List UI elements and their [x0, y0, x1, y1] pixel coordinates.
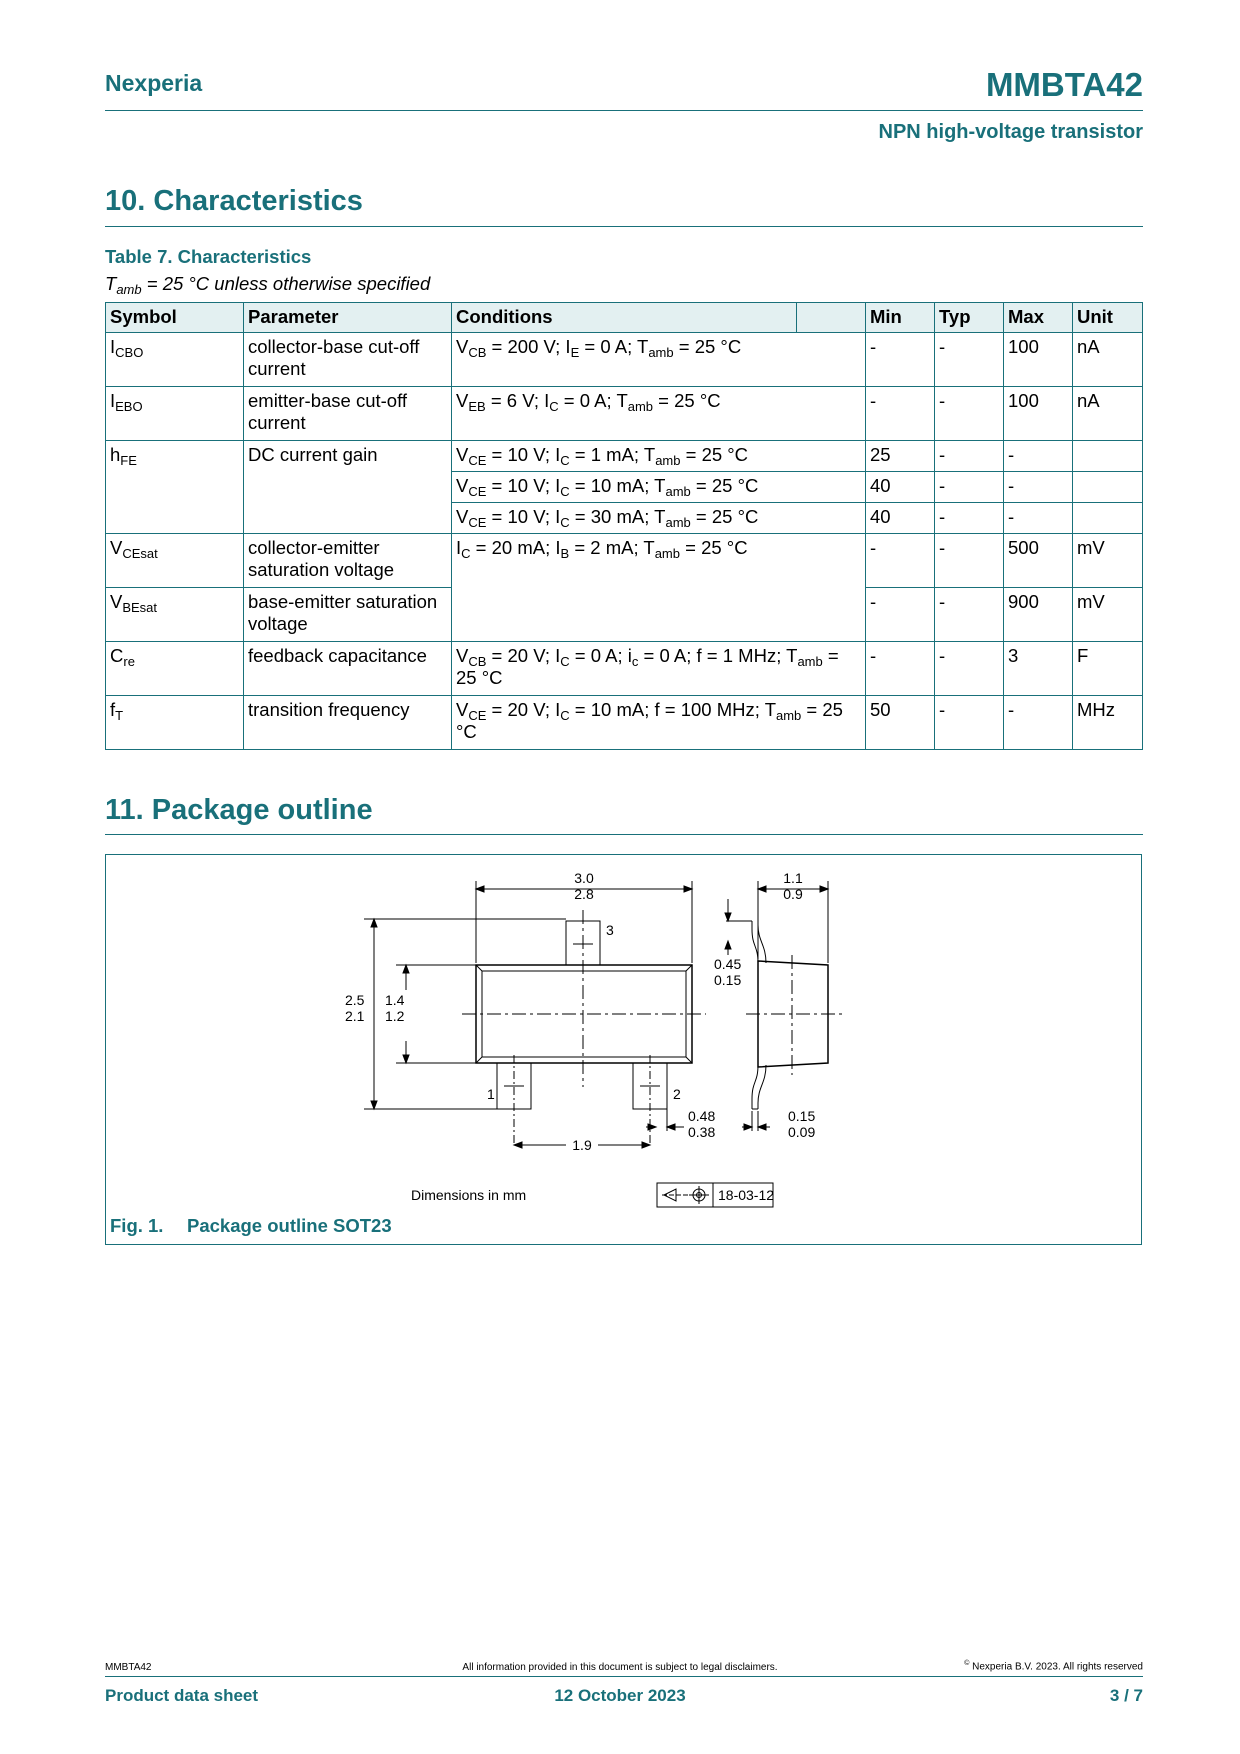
dim-height-min: 0.9 [783, 886, 803, 902]
figure-title: Package outline SOT23 [187, 1215, 392, 1236]
dim-total-width-min: 2.1 [345, 1008, 365, 1024]
package-body-outline [476, 965, 692, 1063]
unit-cell: mV [1073, 588, 1143, 642]
table-row [106, 387, 1143, 441]
parameter-cell: collector-base cut-off current [244, 333, 452, 387]
max-cell: 100 [1004, 387, 1073, 441]
table-row [106, 441, 1143, 472]
symbol-cell: $h_{FE}$ [106, 441, 244, 534]
pin-label-1: 1 [487, 1086, 495, 1102]
characteristics-table [105, 302, 1143, 750]
dim-standoff-max: 0.45 [714, 956, 742, 972]
typ-cell: - [935, 588, 1004, 642]
min-cell: - [866, 387, 935, 441]
symbol-cell: $C_{re}$ [106, 642, 244, 696]
conditions-cell: $V_{EB} = 6$ V; $I_C = 0$ A; $T_{amb} = 25$ °C [452, 387, 866, 441]
parameter-cell: emitter-base cut-off current [244, 387, 452, 441]
conditions-cell: $V_{CE} = 20$ V; $I_C = 10$ mA; f = 100 MHz; $T_{amb} = 25$ °C [452, 696, 866, 750]
max-cell: - [1004, 441, 1073, 472]
parameter-cell: feedback capacitance [244, 642, 452, 696]
dim-height-max: 1.1 [783, 870, 803, 886]
company-name: Nexperia [105, 70, 203, 96]
side-view-body [758, 961, 828, 1067]
unit-cell: nA [1073, 387, 1143, 441]
table-row [106, 696, 1143, 750]
footer-document-id: MMBTA42 [105, 1662, 152, 1673]
dim-standoff-min: 0.15 [714, 972, 742, 988]
max-cell: - [1004, 696, 1073, 750]
typ-cell: - [935, 534, 1004, 588]
section-divider [105, 226, 1143, 227]
max-cell: - [1004, 472, 1073, 503]
document-subtitle: NPN high-voltage transistor [878, 121, 1143, 143]
section-title-package-outline: 11. Package outline [105, 794, 373, 826]
max-cell: 3 [1004, 642, 1073, 696]
footer-copyright: © Nexperia B.V. 2023. All rights reserved [964, 1660, 1143, 1673]
dim-pitch: 1.9 [572, 1137, 592, 1153]
conditions-cell: $V_{CE} = 10$ V; $I_C = 30$ mA; $T_{amb} = 25$ °C [452, 503, 866, 534]
min-cell: 40 [866, 503, 935, 534]
pin-label-3: 3 [606, 922, 614, 938]
conditions-cell: $V_{CB} = 20$ V; $I_C = 0$ A; $i_c = 0$ A; f = 1 MHz; $T_{amb} = 25$ °C [452, 642, 866, 696]
document-id: MMBTA42 [985, 66, 1143, 103]
unit-cell [1073, 472, 1143, 503]
header-typ: Typ [935, 303, 1004, 333]
symbol-cell: $I_{EBO}$ [106, 387, 244, 441]
footer-date: 12 October 2023 [554, 1686, 686, 1705]
header-divider [105, 110, 1143, 111]
drawing-date: 18-03-12 [718, 1187, 775, 1203]
section-divider [105, 834, 1143, 835]
min-cell: - [866, 588, 935, 642]
symbol-cell: $V_{CEsat}$ [106, 534, 244, 588]
dim-lead-width-max: 0.48 [688, 1108, 716, 1124]
header-max: Max [1004, 303, 1073, 333]
unit-cell [1073, 503, 1143, 534]
conditions-cell: $V_{CE} = 10$ V; $I_C = 10$ mA; $T_{amb} = 25$ °C [452, 472, 866, 503]
table-header-row [106, 303, 1143, 333]
table-row [106, 642, 1143, 696]
header-blank [797, 303, 866, 333]
conditions-cell: $I_C = 20$ mA; $I_B = 2$ mA; $T_{amb} = 25$ °C [452, 534, 866, 642]
typ-cell: - [935, 387, 1004, 441]
min-cell: - [866, 333, 935, 387]
dim-body-width-min: 1.2 [385, 1008, 405, 1024]
footer-page-number: 3 / 7 [1109, 1686, 1143, 1705]
parameter-cell: collector-emitter saturation voltage [244, 534, 452, 588]
max-cell: - [1004, 503, 1073, 534]
typ-cell: - [935, 441, 1004, 472]
unit-cell: nA [1073, 333, 1143, 387]
max-cell: 500 [1004, 534, 1073, 588]
table-row [106, 333, 1143, 387]
dim-lead-width-min: 0.38 [688, 1124, 716, 1140]
parameter-cell: DC current gain [244, 441, 452, 534]
conditions-cell: $V_{CB} = 200$ V; $I_E = 0$ A; $T_{amb} = 25$ °C [452, 333, 866, 387]
symbol-cell: $f_T$ [106, 696, 244, 750]
header-min: Min [866, 303, 935, 333]
side-view-lead-bottom [752, 1065, 766, 1109]
max-cell: 900 [1004, 588, 1073, 642]
conditions-cell: $V_{CE} = 10$ V; $I_C = 1$ mA; $T_{amb} = 25$ °C [452, 441, 866, 472]
typ-cell: - [935, 503, 1004, 534]
pin-label-2: 2 [673, 1086, 681, 1102]
dim-lead-thickness-max: 0.15 [788, 1108, 816, 1124]
figure-label: Fig. 1. [110, 1215, 164, 1236]
unit-cell: F [1073, 642, 1143, 696]
typ-cell: - [935, 696, 1004, 750]
table-title: Table 7. Characteristics [105, 246, 312, 267]
dim-length-min: 2.8 [574, 886, 594, 902]
header-unit: Unit [1073, 303, 1143, 333]
min-cell: 50 [866, 696, 935, 750]
dim-total-width-max: 2.5 [345, 992, 365, 1008]
max-cell: 100 [1004, 333, 1073, 387]
unit-cell: mV [1073, 534, 1143, 588]
parameter-cell: base-emitter saturation voltage [244, 588, 452, 642]
footer-divider [105, 1676, 1143, 1677]
symbol-cell: $V_{BEsat}$ [106, 588, 244, 642]
min-cell: 40 [866, 472, 935, 503]
min-cell: - [866, 534, 935, 588]
package-outline-drawing [106, 855, 1141, 1215]
parameter-cell: transition frequency [244, 696, 452, 750]
typ-cell: - [935, 472, 1004, 503]
symbol-cell: $I_{CBO}$ [106, 333, 244, 387]
min-cell: 25 [866, 441, 935, 472]
typ-cell: - [935, 333, 1004, 387]
dim-length-max: 3.0 [574, 870, 594, 886]
header-parameter: Parameter [244, 303, 452, 333]
min-cell: - [866, 642, 935, 696]
figure-caption [110, 1215, 392, 1237]
table-note: $T_{amb} = 25$ °C unless otherwise specified [105, 273, 431, 297]
header-conditions: Conditions [452, 303, 797, 333]
section-title-characteristics: 10. Characteristics [105, 185, 363, 217]
typ-cell: - [935, 642, 1004, 696]
footer-document-type: Product data sheet [105, 1686, 259, 1705]
dim-body-width-max: 1.4 [385, 992, 405, 1008]
side-view-lead-top [752, 921, 766, 963]
unit-cell [1073, 441, 1143, 472]
unit-cell: MHz [1073, 696, 1143, 750]
table-row [106, 534, 1143, 588]
header-symbol: Symbol [106, 303, 244, 333]
figure-package-outline [105, 854, 1142, 1245]
footer-legal-notice: All information provided in this document is subject to legal disclaimers. [462, 1662, 778, 1673]
dim-lead-thickness-min: 0.09 [788, 1124, 816, 1140]
units-note: Dimensions in mm [411, 1187, 527, 1203]
